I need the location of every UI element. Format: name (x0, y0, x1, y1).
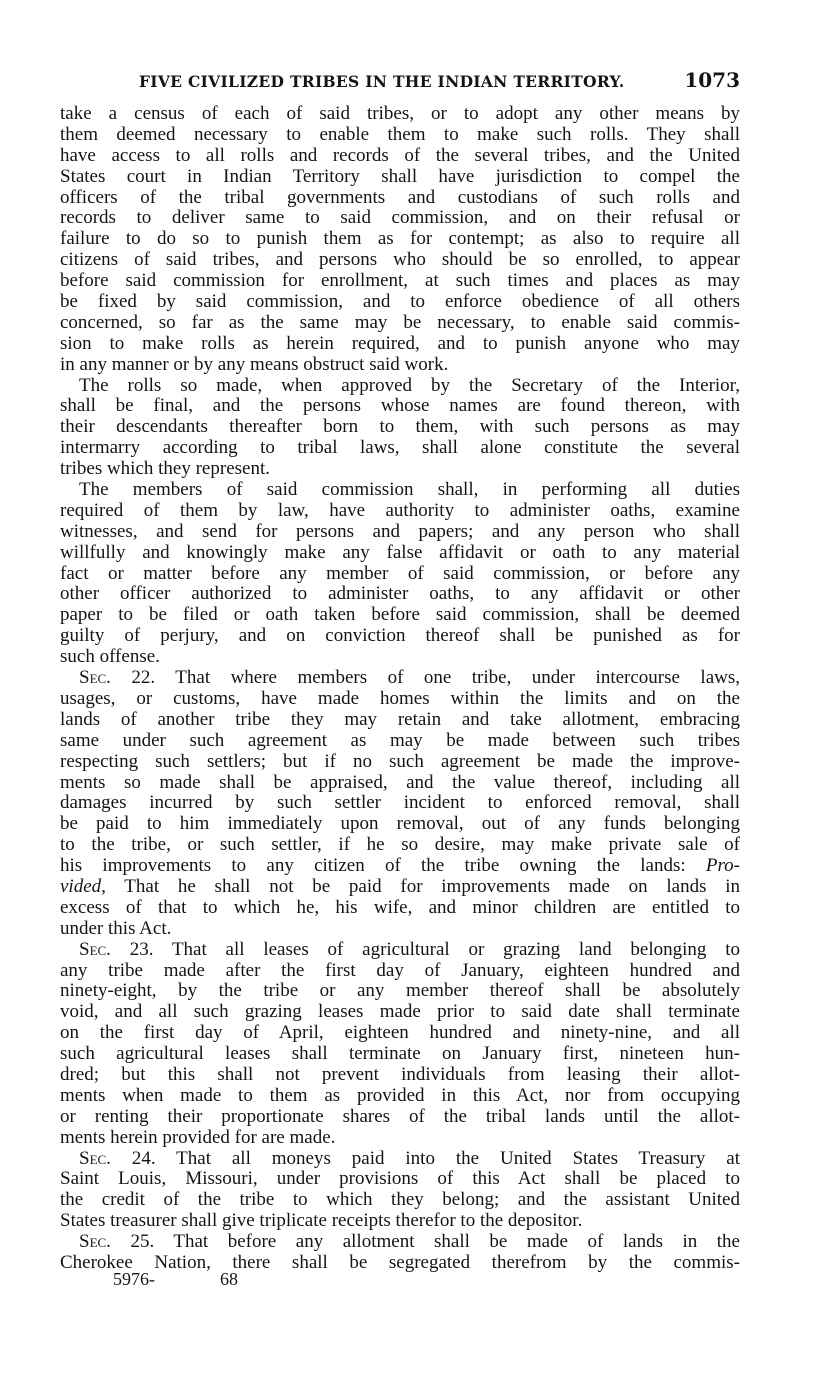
paragraph-commission-oaths (60, 480, 740, 668)
text-line: paper to be filed or oath taken before said commission, shall be deemed (60, 604, 740, 626)
text-line: sion to make rolls as herein required, and to punish anyone who may (60, 332, 740, 354)
section-25 (60, 1232, 740, 1274)
section-23 (60, 940, 740, 1149)
text-line: ments when made to them as provided in this Act, nor from occupying (60, 1084, 740, 1106)
text-line: before said commission for enrollment, at such times and places as may (60, 270, 740, 292)
text-line: excess of that to which he, his wife, and minor children are entitled to (60, 896, 740, 918)
paragraph-rolls-final (60, 376, 740, 480)
paragraph-census (60, 104, 740, 376)
text-line: any tribe made after the first day of January, eighteen hundred and (60, 959, 740, 981)
text-line: The members of said commission shall, in performing all duties (79, 479, 740, 501)
text-line: other officer authorized to administer oaths, to any affidavit or other (60, 583, 740, 605)
text-line: their descendants thereafter born to them, with such persons as may (60, 416, 740, 438)
text-line: on the first day of April, eighteen hundred and ninety-nine, and all (60, 1022, 740, 1044)
text-line: Sec. 22. That where members of one tribe, under intercourse laws, (79, 667, 740, 689)
text-line: willfully and knowingly make any false affidavit or oath to any material (60, 541, 740, 563)
text-line: same under such agreement as may be made between such tribes (60, 729, 740, 751)
text-line: to the tribe, or such settler, if he so desire, may make private sale of (60, 834, 740, 856)
section-label: Sec. 25. (79, 1231, 155, 1253)
text-line: Sec. 25. That before any allotment shall be made of lands in the (79, 1231, 740, 1253)
text-line: be fixed by said commission, and to enforce obedience of all others (60, 291, 740, 313)
text-line: Cherokee Nation, there shall be segregated therefrom by the commis- (60, 1251, 740, 1273)
text-line: damages incurred by such settler incident to enforced removal, shall (60, 792, 740, 814)
text-line: shall be final, and the persons whose names are found thereon, with (60, 395, 740, 417)
text-line: ments so made shall be appraised, and the value thereof, including all (60, 771, 740, 793)
text-line: such offense. (60, 646, 160, 668)
text-line: officers of the tribal governments and custodians of such rolls and (60, 186, 740, 208)
section-22 (60, 668, 740, 940)
sheet-number: 68 (220, 1269, 238, 1289)
text-line: in any manner or by any means obstruct said work. (60, 353, 449, 375)
text-line: failure to do so to punish them as for contempt; as also to require all (60, 228, 740, 250)
text-line: fact or matter before any member of said commission, or before any (60, 562, 740, 584)
text-line: dred; but this shall not prevent individuals from leasing their allot- (60, 1063, 740, 1085)
text-line: lands of another tribe they may retain and take allotment, embracing (60, 708, 740, 730)
section-24 (60, 1149, 740, 1233)
signature-mark: 5976- (113, 1269, 155, 1289)
text-line: Sec. 24. That all moneys paid into the United States Treasury at (79, 1147, 740, 1169)
text-line: them deemed necessary to enable them to make such rolls. They shall (60, 123, 740, 145)
text-line: the credit of the tribe to which they belong; and the assistant United (60, 1189, 740, 1211)
text-line: States court in Indian Territory shall have jurisdiction to compel the (60, 165, 740, 187)
text-line: or renting their proportionate shares of the tribal lands until the allot- (60, 1105, 740, 1127)
section-label: Sec. 22. (79, 667, 156, 689)
text-line: Sec. 23. That all leases of agricultural or grazing land belonging to (79, 938, 740, 960)
text-line: Saint Louis, Missouri, under provisions of this Act shall be placed to (60, 1168, 740, 1190)
text-line: tribes which they represent. (60, 458, 270, 480)
section-label: Sec. 23. (79, 938, 154, 960)
text-line: be paid to him immediately upon removal, out of any funds belonging (60, 813, 740, 835)
text-line: respecting such settlers; but if no such agreement be made the improve- (60, 750, 740, 772)
proviso-italic: Pro- (705, 855, 740, 877)
text-line: take a census of each of said tribes, or to adopt any other means by (60, 103, 740, 124)
running-header (60, 68, 740, 98)
section-label: Sec. 24. (79, 1147, 156, 1169)
text-line: guilty of perjury, and on conviction thereof shall be punished as for (60, 625, 740, 647)
text-line: records to deliver same to said commission, and on their refusal or (60, 207, 740, 229)
text-line: have access to all rolls and records of the several tribes, and the United (60, 144, 740, 166)
text-line: his improvements to any citizen of the tribe owning the lands: Pro- (60, 855, 740, 877)
page-number: 1073 (684, 68, 740, 92)
text-line: under this Act. (60, 917, 172, 939)
running-title: FIVE CIVILIZED TRIBES IN THE INDIAN TERRITORY. (139, 72, 625, 91)
text-line: States treasurer shall give triplicate receipts therefor to the depositor. (60, 1210, 583, 1232)
text-line: witnesses, and send for persons and papers; and any person who shall (60, 520, 740, 542)
text-line: vided, That he shall not be paid for improvements made on lands in (60, 875, 740, 897)
text-line: concerned, so far as the same may be necessary, to enable said commis- (60, 311, 740, 333)
proviso-italic: vided, (60, 875, 106, 897)
text-line: usages, or customs, have made homes within the limits and on the (60, 687, 740, 709)
text-line: ments herein provided for are made. (60, 1126, 336, 1148)
text-line: required of them by law, have authority to administer oaths, examine (60, 499, 740, 521)
text-line: ninety-eight, by the tribe or any member thereof shall be absolutely (60, 980, 740, 1002)
statute-text (60, 104, 740, 1274)
text-line: such agricultural leases shall terminate on January first, nineteen hun- (60, 1043, 740, 1065)
text-line: void, and all such grazing leases made prior to said date shall terminate (60, 1001, 740, 1023)
text-line: The rolls so made, when approved by the Secretary of the Interior, (79, 374, 740, 396)
text-line: citizens of said tribes, and persons who should be so enrolled, to appear (60, 249, 740, 271)
text-line: intermarry according to tribal laws, shall alone constitute the several (60, 437, 740, 459)
